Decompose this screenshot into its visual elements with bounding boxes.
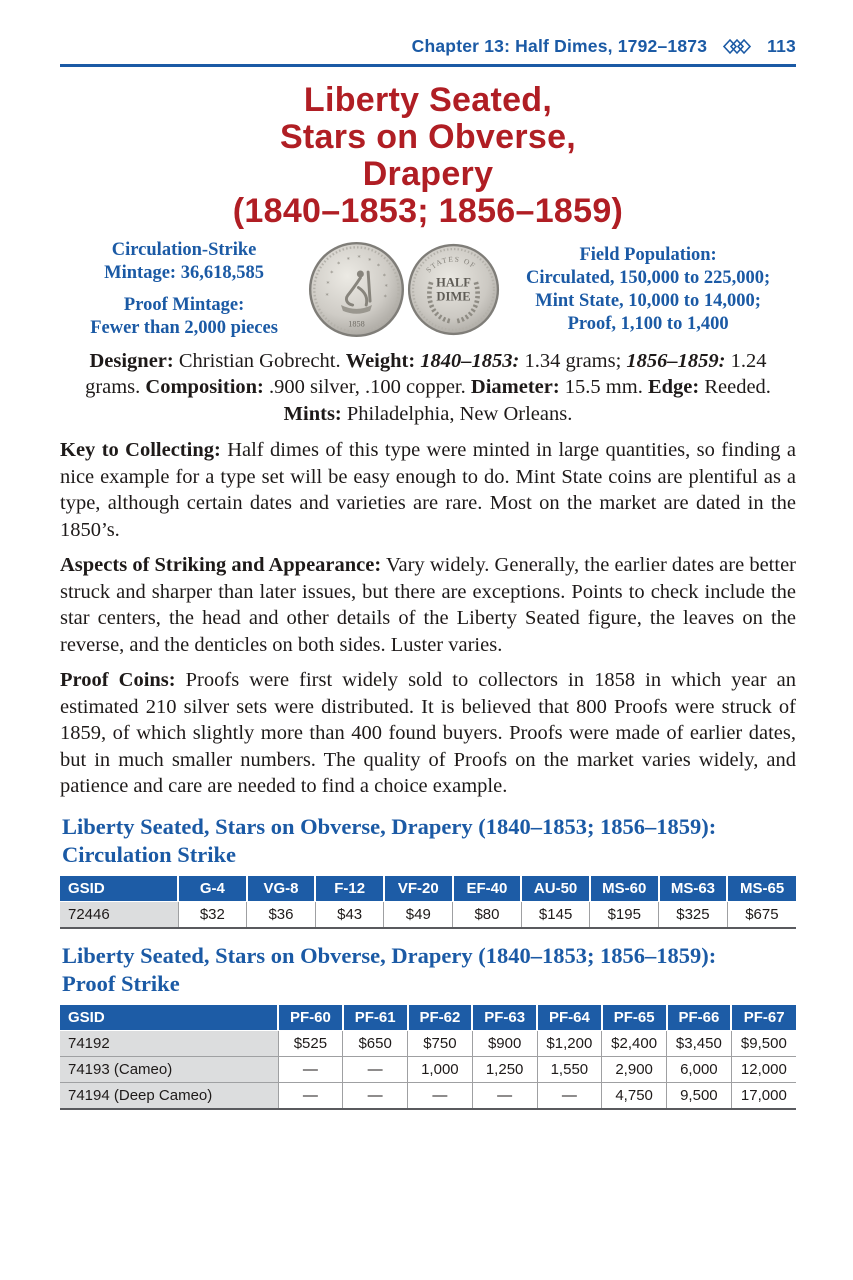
price-cell: 4,750: [602, 1083, 667, 1109]
price-cell: $675: [727, 902, 796, 928]
header-rule: [60, 64, 796, 67]
price-cell: $2,400: [602, 1031, 667, 1057]
specs-paragraph: [83, 348, 773, 428]
price-cell: $49: [384, 902, 453, 928]
price-table-proof: [60, 1005, 796, 1110]
coin-reverse-arc-text: STATES OF: [424, 254, 479, 275]
specs-segment: Designer:: [89, 349, 174, 372]
specs-segment: Weight:: [345, 349, 416, 372]
gsid-cell: 74194 (Deep Cameo): [60, 1083, 278, 1109]
section-title-line: (1840–1853; 1856–1859): [232, 191, 624, 230]
column-header: PF-60: [278, 1005, 343, 1031]
table-heading-line: Proof Strike: [62, 970, 180, 996]
section-title-line: Stars on Obverse,: [279, 117, 577, 156]
price-cell: 12,000: [731, 1057, 796, 1083]
price-cell: $80: [453, 902, 522, 928]
proof-table-heading: [62, 942, 796, 998]
coin-reverse-image: [407, 243, 500, 336]
paragraph-text: Proofs were first widely sold to collectors in 1858 in which year an estimated 210 silver sets were distributed. It is believed that 800 Proofs were struck of 1859, of which slightly more than 400 found buyers. Proofs were made of earlier dates, but in much smaller numbers. The quality of Proofs on the market varies widely, and patience and care are needed to find a choice example.: [60, 669, 796, 797]
column-header: G-4: [178, 876, 247, 902]
circulation-mintage-label: Circulation-Strike: [111, 240, 257, 260]
price-cell: —: [343, 1057, 408, 1083]
price-cell: $3,450: [667, 1031, 732, 1057]
specs-segment: Mints:: [283, 402, 342, 425]
price-cell: $36: [247, 902, 316, 928]
price-cell: $325: [659, 902, 728, 928]
svg-text:*: *: [346, 256, 351, 264]
column-header: MS-63: [659, 876, 728, 902]
table-heading-line: Liberty Seated, Stars on Obverse, Drapery (1840–1853; 1856–1859):: [62, 813, 717, 839]
price-cell: —: [278, 1083, 343, 1109]
circulation-mintage-value: Mintage: 36,618,585: [104, 263, 264, 283]
mintage-block: [60, 239, 308, 340]
page-header: [60, 36, 796, 67]
svg-text:*: *: [368, 257, 372, 265]
table-row: [60, 1031, 796, 1057]
coin-reverse-text-line2: DIME: [436, 289, 471, 304]
paragraph-lead: Proof Coins:: [60, 669, 176, 691]
gsid-cell: 74192: [60, 1031, 278, 1057]
coin-obverse-image: [308, 241, 405, 338]
column-header: VF-20: [384, 876, 453, 902]
price-cell: —: [343, 1083, 408, 1109]
column-header: GSID: [60, 1005, 278, 1031]
svg-text:*: *: [383, 294, 387, 302]
chapter-title: Chapter 13: Half Dimes, 1792–1873: [411, 36, 708, 56]
paragraph-aspects-of-striking: [60, 552, 796, 658]
specs-segment: 15.5 mm.: [559, 376, 648, 398]
table-row: [60, 1057, 796, 1083]
svg-text:*: *: [357, 254, 361, 262]
specs-segment: 1840–1853:: [420, 349, 520, 372]
svg-text:*: *: [382, 272, 387, 280]
specs-segment: Reeded.: [699, 376, 771, 398]
nested-diamonds-icon: [722, 38, 752, 55]
price-cell: $145: [521, 902, 590, 928]
price-cell: $195: [590, 902, 659, 928]
paragraph-lead: Aspects of Striking and Appearance:: [60, 554, 382, 576]
section-title-line: Liberty Seated,: [303, 80, 553, 119]
price-cell: 2,900: [602, 1057, 667, 1083]
paragraph-key-to-collecting: [60, 437, 796, 543]
field-population-mint-state: Mint State, 10,000 to 14,000;: [535, 290, 761, 311]
svg-text:*: *: [330, 269, 334, 277]
price-cell: 1,250: [472, 1057, 537, 1083]
column-header: F-12: [315, 876, 384, 902]
column-header: MS-65: [727, 876, 796, 902]
paragraph-proof-coins: [60, 667, 796, 800]
column-header: EF-40: [453, 876, 522, 902]
specs-segment: .900 silver, .100 copper.: [263, 376, 471, 398]
price-cell: $525: [278, 1031, 343, 1057]
gsid-cell: 74193 (Cameo): [60, 1057, 278, 1083]
column-header: MS-60: [590, 876, 659, 902]
specs-segment: 1856–1859:: [626, 349, 726, 372]
price-cell: —: [537, 1083, 602, 1109]
table-row: [60, 902, 796, 928]
column-header: PF-62: [408, 1005, 473, 1031]
table-heading-line: Liberty Seated, Stars on Obverse, Drapery (1840–1853; 1856–1859):: [62, 942, 717, 968]
price-cell: $9,500: [731, 1031, 796, 1057]
page-number: 113: [767, 36, 796, 56]
section-title: [60, 82, 796, 230]
column-header: PF-67: [731, 1005, 796, 1031]
specs-segment: Philadelphia, New Orleans.: [341, 402, 573, 425]
specs-segment: Christian Gobrecht.: [173, 349, 346, 372]
column-header: GSID: [60, 876, 178, 902]
coin-photos: [308, 241, 500, 338]
price-cell: —: [278, 1057, 343, 1083]
price-table-circulation: [60, 876, 796, 929]
field-population-block: [500, 244, 796, 336]
field-population-circulated: Circulated, 150,000 to 225,000;: [525, 267, 771, 288]
column-header: PF-64: [537, 1005, 602, 1031]
section-title-line: Drapery: [362, 154, 494, 193]
price-cell: —: [408, 1083, 473, 1109]
price-cell: $43: [315, 902, 384, 928]
specs-segment: 1.24 grams.: [85, 349, 767, 398]
coin-obverse-date: 1858: [348, 319, 365, 329]
column-header: PF-65: [602, 1005, 667, 1031]
svg-text:*: *: [384, 283, 388, 291]
svg-text:*: *: [377, 263, 381, 271]
field-population-proof: Proof, 1,100 to 1,400: [567, 313, 729, 334]
specs-segment: Composition:: [145, 376, 264, 398]
price-cell: —: [472, 1083, 537, 1109]
circulation-table-heading: [62, 813, 796, 869]
svg-text:*: *: [325, 292, 329, 300]
specs-segment: Diameter:: [470, 376, 560, 398]
proof-strike-section: [60, 942, 796, 1110]
coin-reverse-text-line1: HALF: [436, 275, 472, 290]
price-cell: 1,550: [537, 1057, 602, 1083]
price-cell: 17,000: [731, 1083, 796, 1109]
column-header: AU-50: [521, 876, 590, 902]
table-heading-line: Circulation Strike: [62, 841, 236, 867]
coin-info-row: [60, 238, 796, 342]
svg-text:*: *: [326, 280, 330, 288]
column-header: PF-66: [667, 1005, 732, 1031]
specs-segment: 1.34 grams;: [519, 349, 627, 372]
price-cell: $32: [178, 902, 247, 928]
proof-mintage-label: Proof Mintage:: [123, 295, 245, 315]
paragraph-text: Half dimes of this type were minted in large quantities, so finding a nice example for a type set will be easy enough to do. Mint State coins are plentiful as a type, although certain dates and varieties are rare. Most on the market are dated in the 1850’s.: [60, 439, 797, 541]
price-cell: 9,500: [667, 1083, 732, 1109]
paragraph-text: Vary widely. Generally, the earlier dates are better struck and sharper than later issues, but there are exceptions. Points to check include the star centers, the head and other details of the Liberty Seated figure, the leaves on the reverse, and the denticles on both sides. Luster varies.: [60, 554, 796, 656]
svg-text:*: *: [337, 261, 341, 269]
price-cell: $650: [343, 1031, 408, 1057]
gsid-cell: 72446: [60, 902, 178, 928]
price-cell: 6,000: [667, 1057, 732, 1083]
column-header: PF-61: [343, 1005, 408, 1031]
price-cell: $750: [408, 1031, 473, 1057]
price-cell: $1,200: [537, 1031, 602, 1057]
field-population-label: Field Population:: [579, 244, 717, 265]
price-cell: 1,000: [408, 1057, 473, 1083]
circulation-strike-section: [60, 813, 796, 929]
column-header: PF-63: [472, 1005, 537, 1031]
column-header: VG-8: [247, 876, 316, 902]
proof-mintage-value: Fewer than 2,000 pieces: [90, 318, 278, 338]
table-row: [60, 1083, 796, 1109]
price-cell: $900: [472, 1031, 537, 1057]
specs-segment: Edge:: [647, 376, 700, 398]
paragraph-lead: Key to Collecting:: [60, 439, 221, 461]
